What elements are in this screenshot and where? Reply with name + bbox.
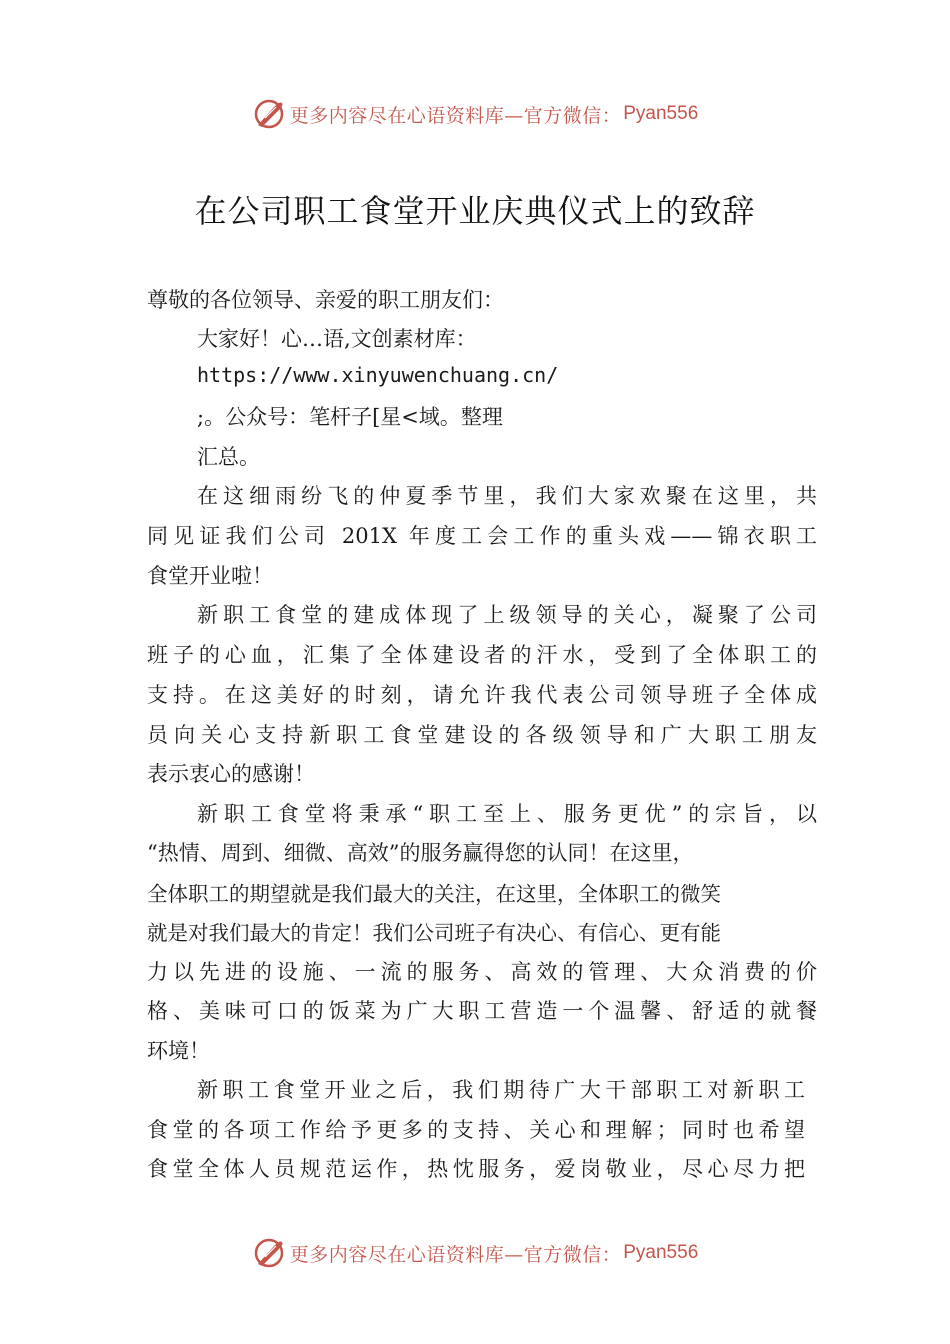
url-line: https://www.xinyuwenchuang.cn/ [197, 363, 559, 387]
greeting-line: 大家好！心…语,文创素材库： [197, 327, 477, 351]
quill-logo-icon [252, 97, 286, 131]
footer-banner [0, 1233, 950, 1273]
paragraph-3-line-1: 新职工食堂将秉承“职工至上、服务更优”的宗旨，以 [197, 802, 817, 826]
summary-line: 汇总。 [197, 445, 260, 469]
banner-wechat-handle: Pyan556 [623, 103, 699, 124]
paragraph-2-line-5: 表示衷心的感谢！ [147, 762, 315, 786]
paragraph-4-line-3: 食堂全体人员规范运作，热忱服务，爱岗敬业，尽心尽力把 [147, 1157, 805, 1181]
paragraph-1-line-2: 同见证我们公司 201X 年度工会工作的重头戏——锦衣职工 [147, 524, 817, 548]
paragraph-2-line-2: 班子的心血，汇集了全体建设者的汗水，受到了全体职工的 [147, 643, 817, 667]
paragraph-3-line-5: 力以先进的设施、一流的服务、高效的管理、大众消费的价 [147, 960, 817, 984]
quill-logo-icon [252, 1236, 286, 1270]
paragraph-3-line-2: “热情、周到、细微、高效”的服务赢得您的认同！在这里， [147, 841, 694, 865]
banner-wechat-handle: Pyan556 [623, 1242, 699, 1263]
wechat-account-line: ;。公众号：笔杆子[星<域。整理 [197, 405, 503, 429]
document-title: 在公司职工食堂开业庆典仪式上的致辞 [194, 192, 756, 230]
banner-text: 更多内容尽在心语资料库—官方微信： [289, 104, 622, 127]
paragraph-3-line-7: 环境！ [147, 1039, 210, 1063]
paragraph-1-line-3: 食堂开业啦！ [147, 564, 273, 588]
paragraph-2-line-4: 员向关心支持新职工食堂建设的各级领导和广大职工朋友 [147, 723, 817, 747]
paragraph-4-line-2: 食堂的各项工作给予更多的支持、关心和理解；同时也希望 [147, 1118, 805, 1142]
banner-text: 更多内容尽在心语资料库—官方微信： [289, 1243, 622, 1266]
paragraph-3-line-4: 就是对我们最大的肯定！我们公司班子有决心、有信心、更有能 [147, 921, 721, 945]
paragraph-3-line-6: 格、美味可口的饭菜为广大职工营造一个温馨、舒适的就餐 [147, 999, 817, 1023]
paragraph-3-line-3: 全体职工的期望就是我们最大的关注，在这里，全体职工的微笑 [147, 882, 721, 906]
paragraph-4-line-1: 新职工食堂开业之后，我们期待广大干部职工对新职工 [197, 1078, 805, 1102]
paragraph-1-line-1: 在这细雨纷飞的仲夏季节里，我们大家欢聚在这里，共 [197, 484, 817, 508]
paragraph-2-line-1: 新职工食堂的建成体现了上级领导的关心，凝聚了公司 [197, 603, 817, 627]
paragraph-2-line-3: 支持。在这美好的时刻，请允许我代表公司领导班子全体成 [147, 683, 817, 707]
salutation-line: 尊敬的各位领导、亲爱的职工朋友们： [147, 288, 504, 312]
header-banner [0, 94, 950, 134]
